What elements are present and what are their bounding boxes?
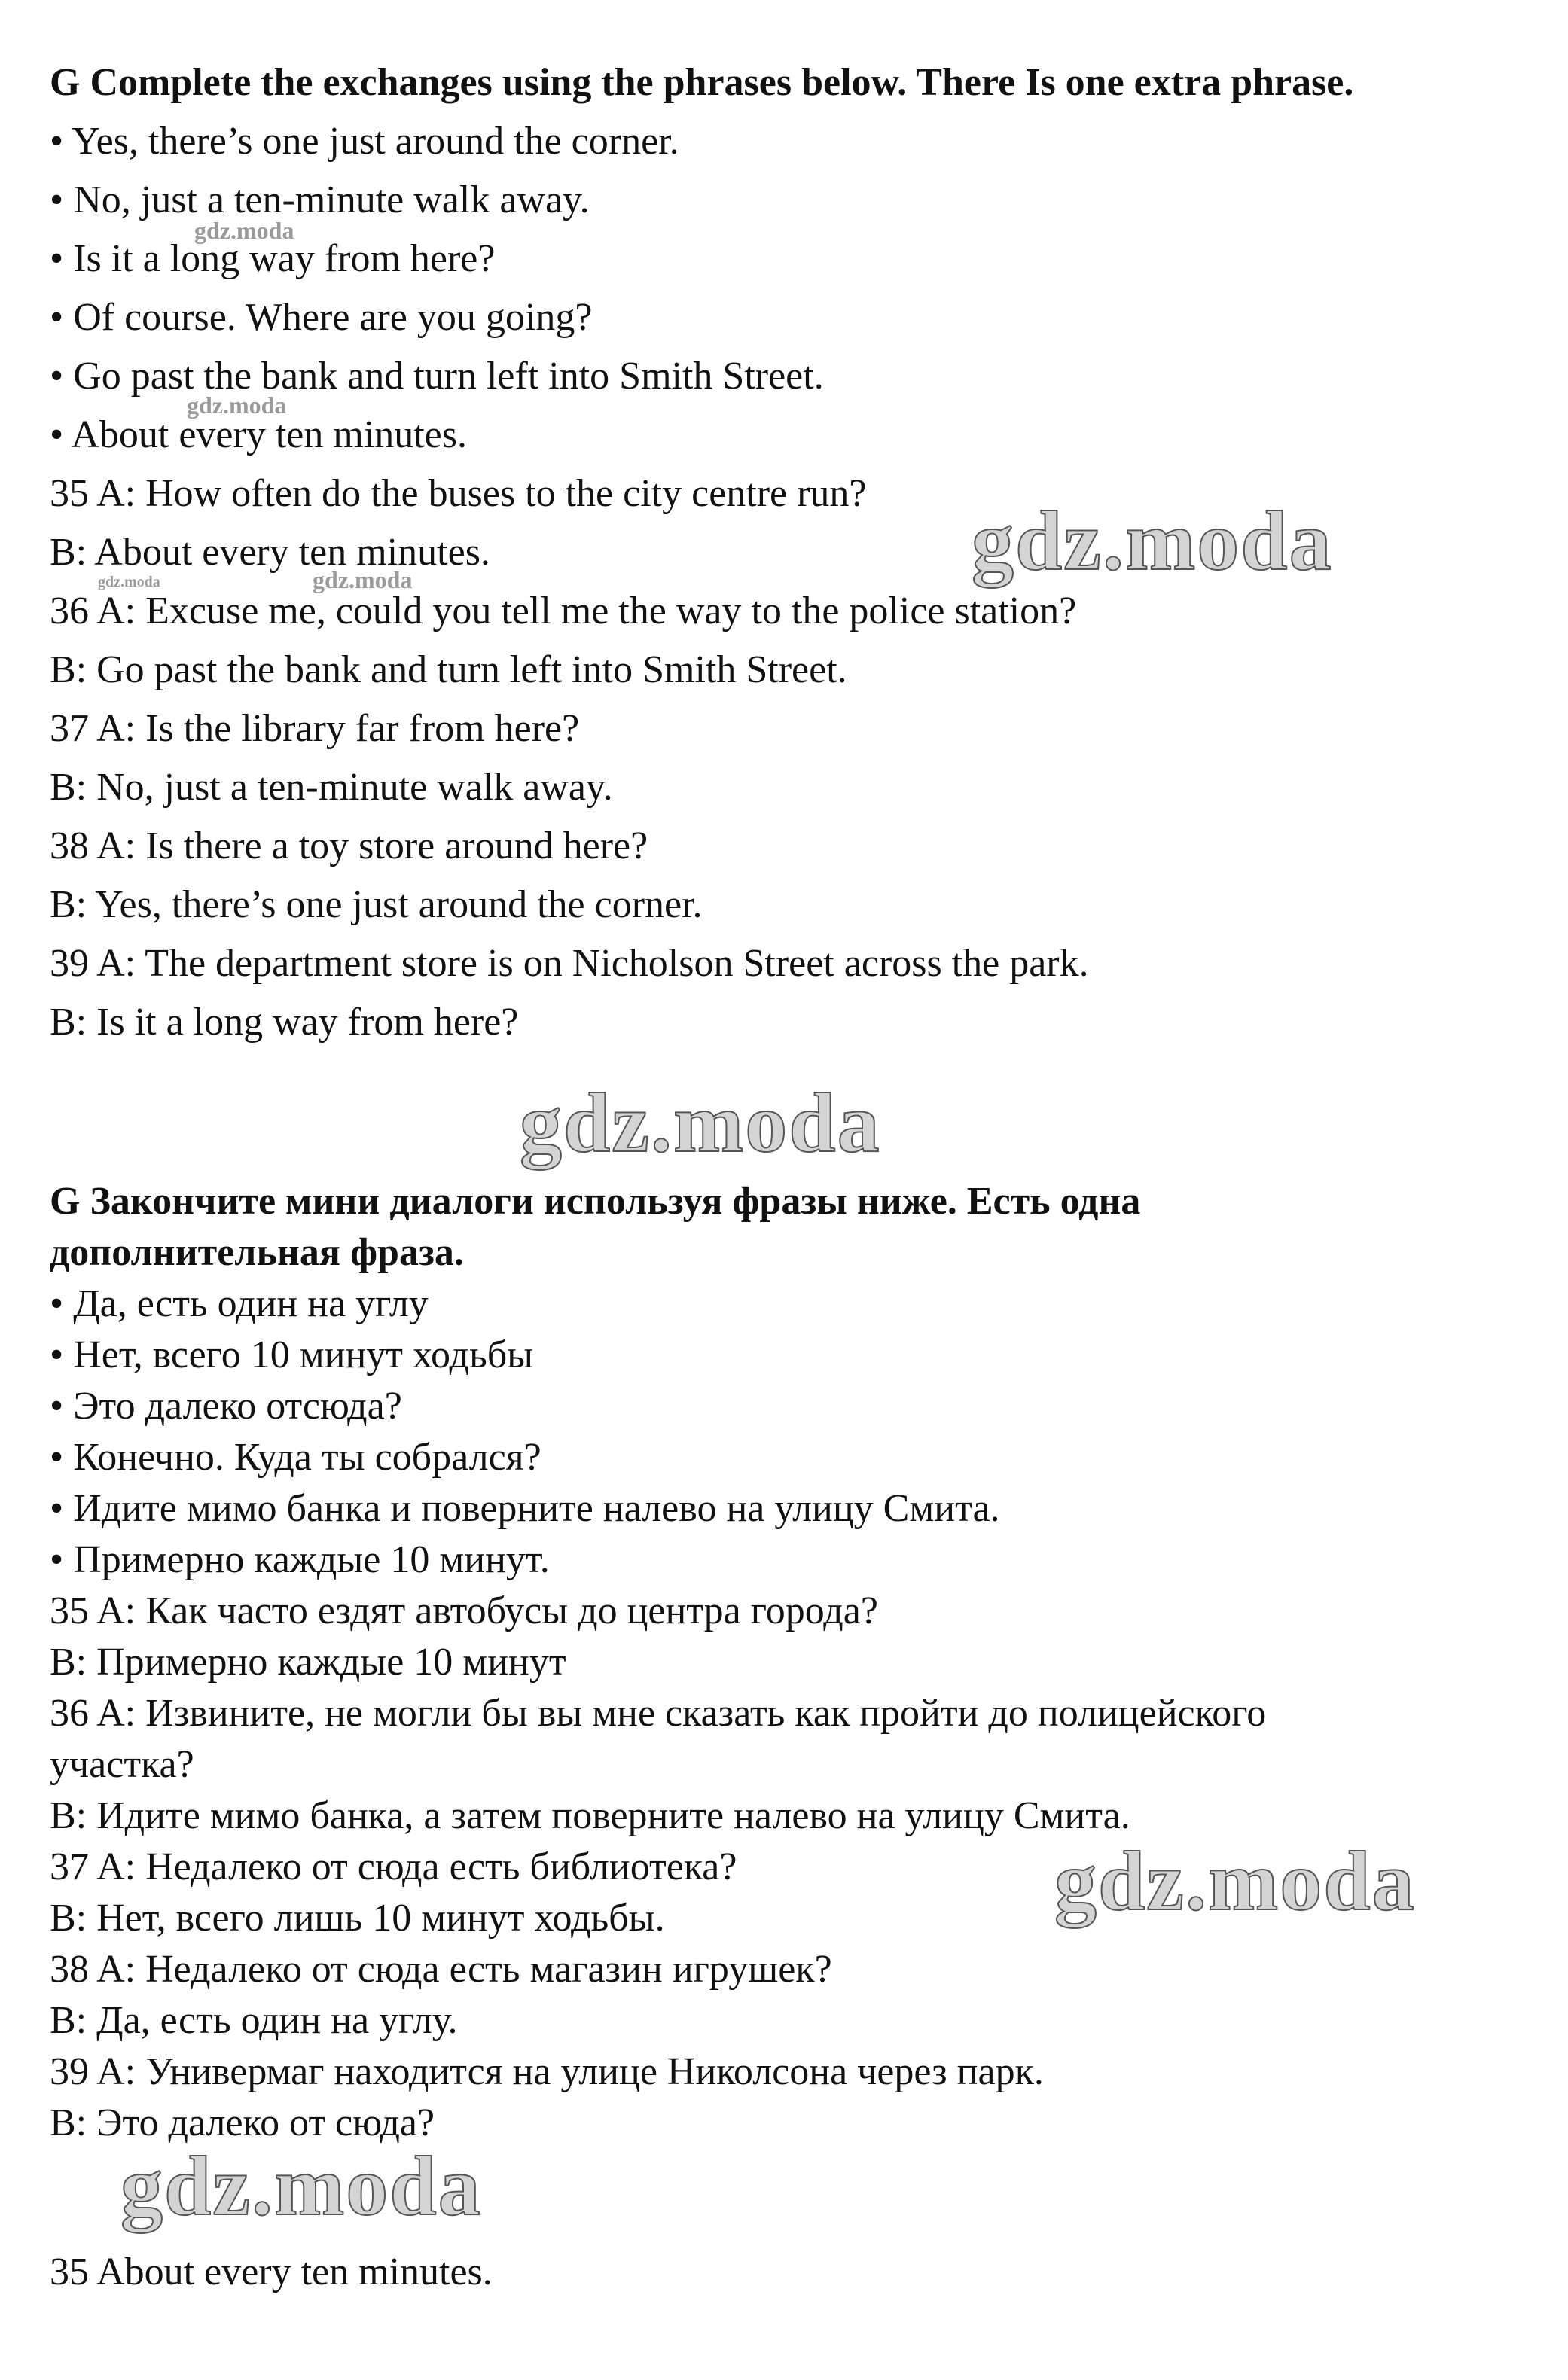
english-exchange-line: 37 A: Is the library far from here? xyxy=(50,707,580,750)
english-phrase: • No, just a ten-minute walk away. xyxy=(50,178,590,221)
answer-line: 35 About every ten minutes. xyxy=(50,2250,493,2293)
watermark-small: gdz.moda xyxy=(194,217,294,244)
russian-exchange-line: 36 A: Извините, не могли бы вы мне сказать как пройти до полицейского xyxy=(50,1692,1267,1735)
english-exchange-line: 38 A: Is there a toy store around here? xyxy=(50,824,648,867)
russian-exchange-line: B: Это далеко от сюда? xyxy=(50,2101,435,2144)
russian-exchange-line: 35 A: Как часто ездят автобусы до центра города? xyxy=(50,1589,878,1632)
english-phrase: • Yes, there’s one just around the corner. xyxy=(50,120,679,163)
english-exchange-line: 39 A: The department store is on Nicholson Street across the park. xyxy=(50,942,1089,985)
watermark-logo: gdz.moda xyxy=(120,2140,482,2233)
russian-exchange-line: участка? xyxy=(50,1743,194,1786)
russian-phrase: • Примерно каждые 10 минут. xyxy=(50,1538,550,1581)
watermark-small: gdz.moda xyxy=(313,566,413,593)
russian-exchange-line: B: Да, есть один на углу. xyxy=(50,1999,458,2042)
russian-title-line2: дополнительная фраза. xyxy=(50,1231,464,1274)
russian-phrase: • Это далеко отсюда? xyxy=(50,1385,402,1428)
watermark-logo: gdz.moda xyxy=(1054,1835,1416,1928)
english-exchange-line: 36 A: Excuse me, could you tell me the way to the police station? xyxy=(50,590,1077,632)
watermark-logo: gdz.moda xyxy=(520,1077,881,1170)
english-title: G Complete the exchanges using the phrases below. There Is one extra phrase. xyxy=(50,61,1354,104)
english-exchange-line: B: Yes, there’s one just around the corner. xyxy=(50,883,703,926)
russian-exchange-line: B: Нет, всего лишь 10 минут ходьбы. xyxy=(50,1897,665,1940)
english-phrase: • Of course. Where are you going? xyxy=(50,296,593,339)
russian-exchange-line: 38 A: Недалеко от сюда есть магазин игрушек? xyxy=(50,1948,832,1991)
english-phrase: • Is it a long way from here? xyxy=(50,237,496,280)
russian-phrase: • Да, есть один на углу xyxy=(50,1282,429,1325)
english-exchange-line: B: Go past the bank and turn left into Smith Street. xyxy=(50,648,847,691)
english-exchange-line: B: Is it a long way from here? xyxy=(50,1001,519,1044)
english-exchange-line: 35 A: How often do the buses to the city centre run? xyxy=(50,472,867,515)
english-exchange-line: B: No, just a ten-minute walk away. xyxy=(50,766,613,809)
russian-exchange-line: B: Примерно каждые 10 минут xyxy=(50,1641,566,1684)
watermark-small: gdz.moda xyxy=(187,392,287,419)
russian-phrase: • Конечно. Куда ты собрался? xyxy=(50,1436,541,1479)
russian-phrase: • Нет, всего 10 минут ходьбы xyxy=(50,1333,534,1376)
russian-exchange-line: B: Идите мимо банка, а затем поверните налево на улицу Смита. xyxy=(50,1794,1130,1837)
watermark-logo: gdz.moda xyxy=(972,495,1333,588)
english-phrase: • Go past the bank and turn left into Smith Street. xyxy=(50,355,824,398)
english-phrase: • About every ten minutes. xyxy=(50,413,467,456)
russian-phrase: • Идите мимо банка и поверните налево на улицу Смита. xyxy=(50,1487,1000,1530)
russian-exchange-line: 39 A: Универмаг находится на улице Николсона через парк. xyxy=(50,2050,1044,2093)
english-exchange-line: B: About every ten minutes. xyxy=(50,531,490,574)
russian-title-line1: G Закончите мини диалоги используя фразы ниже. Есть одна xyxy=(50,1180,1141,1223)
watermark-tiny: gdz.moda xyxy=(98,574,160,590)
russian-exchange-line: 37 A: Недалеко от сюда есть библиотека? xyxy=(50,1845,737,1888)
